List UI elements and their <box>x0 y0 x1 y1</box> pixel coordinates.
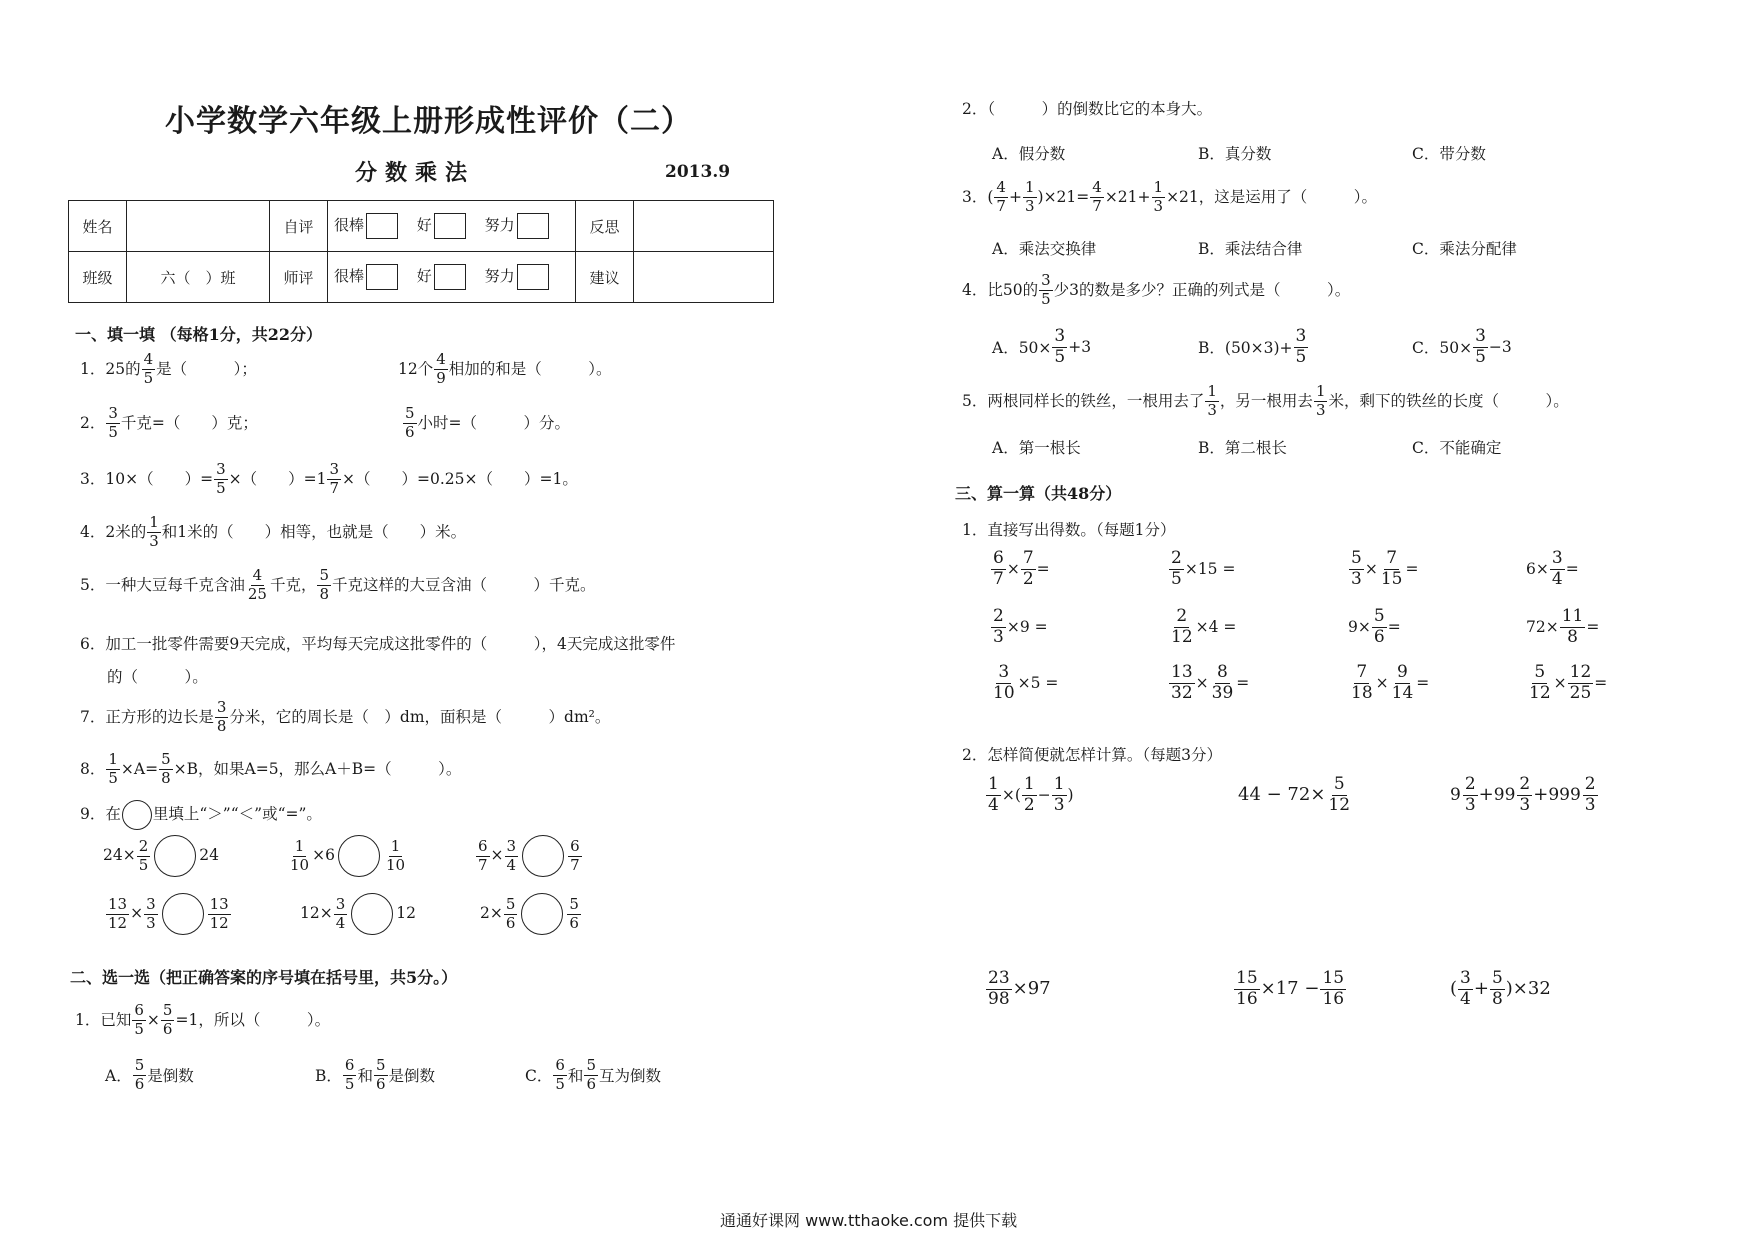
compare-circle[interactable] <box>522 835 564 877</box>
choice-1-option-c[interactable]: C． $\frac{6}{5}$ 和 $\frac{5}{6}$ 互为倒数 <box>525 1056 661 1093</box>
question-1a: 1．25的 $\frac{4}{5}$ 是（ ）； <box>80 350 257 387</box>
choice-3-option-c[interactable]: C．乘法分配律 <box>1412 240 1517 258</box>
question-8: 8． $\frac{1}{5}$ ×A= $\frac{5}{8}$ ×B，如果A=5，那么A＋B=（ ）。 <box>80 750 462 787</box>
reflect-field[interactable] <box>634 201 774 252</box>
class-label: 班级 <box>69 252 127 303</box>
choice-5-option-c[interactable]: C．不能确定 <box>1412 439 1502 457</box>
compare-item-3: $\frac{6}{7}$ × $\frac{3}{4}$ $\frac{6}{7}$ <box>475 835 583 877</box>
calc-item: $\frac{5}{12}$ × $\frac{12}{25}$ = <box>1529 662 1608 703</box>
choice-question-2: 2．（ ）的倒数比它的本身大。 <box>962 100 1213 118</box>
question-9: 9．在 里填上“＞”“＜”或“=”。 <box>80 800 322 830</box>
rating-effort-label: 努力 <box>484 267 515 285</box>
simplify-item: 44 − 72× $\frac{5}{12}$ <box>1238 774 1351 815</box>
question-5: 5．一种大豆每千克含油 $\frac{4}{25}$ 千克， $\frac{5}{8}$ 千克这样的大豆含油（ ）千克。 <box>80 566 596 603</box>
compare-circle[interactable] <box>351 893 393 935</box>
compare-item-1: 24× $\frac{2}{5}$ 24 <box>103 835 219 877</box>
simplify-item: $\frac{23}{98}$ ×97 <box>988 968 1051 1009</box>
advice-label: 建议 <box>576 252 634 303</box>
rating-effort-label: 努力 <box>484 216 515 234</box>
simplify-item: 9 $\frac{2}{3}$ + 99 $\frac{2}{3}$ + 999 $\frac{2}{3}$ <box>1450 774 1596 815</box>
choice-question-4: 4．比50的 $\frac{3}{5}$ 少3的数是多少？正确的列式是（ ）。 <box>962 271 1351 308</box>
name-label: 姓名 <box>69 201 127 252</box>
choice-4-option-c[interactable]: C．50× $\frac{3}{5}$ −3 <box>1412 326 1512 367</box>
reflect-label: 反思 <box>576 201 634 252</box>
choice-4-option-b[interactable]: B．(50×3)+ $\frac{3}{5}$ <box>1198 326 1307 367</box>
name-field[interactable] <box>127 201 270 252</box>
choice-2-option-c[interactable]: C．带分数 <box>1412 145 1486 163</box>
advice-field[interactable] <box>634 252 774 303</box>
simplify-item: ( $\frac{3}{4}$ + $\frac{5}{8}$ )×32 <box>1450 968 1551 1009</box>
calc-item: $\frac{2}{3}$ ×9 = <box>993 606 1048 647</box>
question-2b: $\frac{5}{6}$ 小时=（ ）分。 <box>405 404 571 441</box>
compare-item-2: $\frac{1}{10}$ ×6 $\frac{1}{10}$ <box>287 835 408 877</box>
section-3-sub-2: 2．怎样简便就怎样计算。（每题3分） <box>962 746 1222 764</box>
rating-effort-box[interactable] <box>517 264 549 290</box>
exam-date: 2013.9 <box>665 162 731 182</box>
calc-item: 6× $\frac{3}{4}$ = <box>1526 548 1579 589</box>
question-6-line1: 6．加工一批零件需要9天完成，平均每天完成这批零件的（ ），4天完成这批零件 <box>80 635 676 653</box>
table-row <box>69 201 774 252</box>
compare-item-6: 2× $\frac{5}{6}$ $\frac{5}{6}$ <box>480 893 582 935</box>
section-1-heading: 一、填一填 （每格1分，共22分） <box>75 325 322 344</box>
teacher-eval-ratings <box>328 252 576 303</box>
choice-question-5: 5．两根同样长的铁丝，一根用去了 $\frac{1}{3}$ ，另一根用去 $\frac{1}{3}$ 米，剩下的铁丝的长度（ ）。 <box>962 382 1569 419</box>
page-title: 小学数学六年级上册形成性评价（二） <box>165 104 692 139</box>
question-1b: 12个 $\frac{4}{9}$ 相加的和是（ ）。 <box>398 350 612 387</box>
simplify-item: $\frac{15}{16}$ ×17 − $\frac{15}{16}$ <box>1236 968 1345 1009</box>
choice-3-option-b[interactable]: B．乘法结合律 <box>1198 240 1303 258</box>
calc-item: $\frac{7}{18}$ × $\frac{9}{14}$ = <box>1351 662 1430 703</box>
question-6-line2: 的（ ）。 <box>107 668 208 686</box>
self-eval-label: 自评 <box>270 201 328 252</box>
calc-item: $\frac{13}{32}$ × $\frac{8}{39}$ = <box>1171 662 1250 703</box>
choice-5-option-a[interactable]: A．第一根长 <box>992 439 1081 457</box>
rating-good-box[interactable] <box>434 213 466 239</box>
compare-circle[interactable] <box>338 835 380 877</box>
choice-1-option-b[interactable]: B． $\frac{6}{5}$ 和 $\frac{5}{6}$ 是倒数 <box>315 1056 436 1093</box>
choice-4-option-a[interactable]: A．50× $\frac{3}{5}$ +3 <box>992 326 1092 367</box>
teacher-eval-label: 师评 <box>270 252 328 303</box>
compare-circle[interactable] <box>162 893 204 935</box>
compare-item-5: 12× $\frac{3}{4}$ 12 <box>300 893 416 935</box>
calc-item: 9× $\frac{5}{6}$ = <box>1348 606 1401 647</box>
compare-circle[interactable] <box>154 835 196 877</box>
rating-good-label: 好 <box>416 267 432 285</box>
question-3: 3．10×（ ）= $\frac{3}{5}$ ×（ ）=1 $\frac{3}{7}$ ×（ ）=0.25×（ ）=1。 <box>80 460 578 497</box>
choice-question-1: 1．已知 $\frac{6}{5}$ × $\frac{5}{6}$ =1，所以（ ）。 <box>75 1001 331 1038</box>
question-4: 4．2米的 $\frac{1}{3}$ 和1米的（ ）相等，也就是（ ）米。 <box>80 513 467 550</box>
calc-item: 72× $\frac{11}{8}$ = <box>1526 606 1600 647</box>
calc-item: $\frac{5}{3}$ × $\frac{7}{15}$ = <box>1351 548 1419 589</box>
choice-2-option-b[interactable]: B．真分数 <box>1198 145 1272 163</box>
rating-great-box[interactable] <box>366 213 398 239</box>
section-3-sub-1: 1．直接写出得数。（每题1分） <box>962 521 1176 539</box>
choice-question-3: 3．( $\frac{4}{7}$ + $\frac{1}{3}$ )×21= $\frac{4}{7}$ ×21+ $\frac{1}{3}$ ×21，这是运用了（ ）。 <box>962 178 1378 215</box>
page-subtitle: 分数乘法 <box>355 160 476 186</box>
calc-item: $\frac{2}{5}$ ×15 = <box>1171 548 1236 589</box>
compare-circle[interactable] <box>521 893 563 935</box>
class-field[interactable]: 六（ ）班 <box>127 252 270 303</box>
choice-2-option-a[interactable]: A．假分数 <box>992 145 1066 163</box>
table-row <box>69 252 774 303</box>
student-info-table <box>68 200 774 303</box>
choice-1-option-a[interactable]: A． $\frac{5}{6}$ 是倒数 <box>105 1056 194 1093</box>
simplify-item: $\frac{1}{4}$ ×( $\frac{1}{2}$ − $\frac{1}{3}$ ) <box>988 774 1074 815</box>
rating-effort-box[interactable] <box>517 213 549 239</box>
circle-icon <box>122 800 152 830</box>
question-2a: 2． $\frac{3}{5}$ 千克=（ ）克； <box>80 404 258 441</box>
section-3-heading: 三、算一算（共48分） <box>955 484 1122 503</box>
choice-5-option-b[interactable]: B．第二根长 <box>1198 439 1287 457</box>
rating-great-label: 很棒 <box>334 267 365 285</box>
footer-credit: 通通好课网 www.tthaoke.com 提供下载 <box>720 1211 1018 1230</box>
calc-item: $\frac{6}{7}$ × $\frac{7}{2}$ = <box>993 548 1050 589</box>
choice-3-option-a[interactable]: A．乘法交换律 <box>992 240 1097 258</box>
rating-great-label: 很棒 <box>334 216 365 234</box>
rating-good-box[interactable] <box>434 264 466 290</box>
compare-item-4: $\frac{13}{12}$ × $\frac{3}{3}$ $\frac{13}{12}$ <box>105 893 232 935</box>
rating-great-box[interactable] <box>366 264 398 290</box>
calc-item: $\frac{3}{10}$ ×5 = <box>993 662 1059 703</box>
calc-item: $\frac{2}{12}$ ×4 = <box>1171 606 1237 647</box>
self-eval-ratings <box>328 201 576 252</box>
rating-good-label: 好 <box>416 216 432 234</box>
question-7: 7．正方形的边长是 $\frac{3}{8}$ 分米，它的周长是（ ）dm，面积是（ ）dm²。 <box>80 698 611 735</box>
section-2-heading: 二、选一选（把正确答案的序号填在括号里，共5分。） <box>70 968 458 987</box>
